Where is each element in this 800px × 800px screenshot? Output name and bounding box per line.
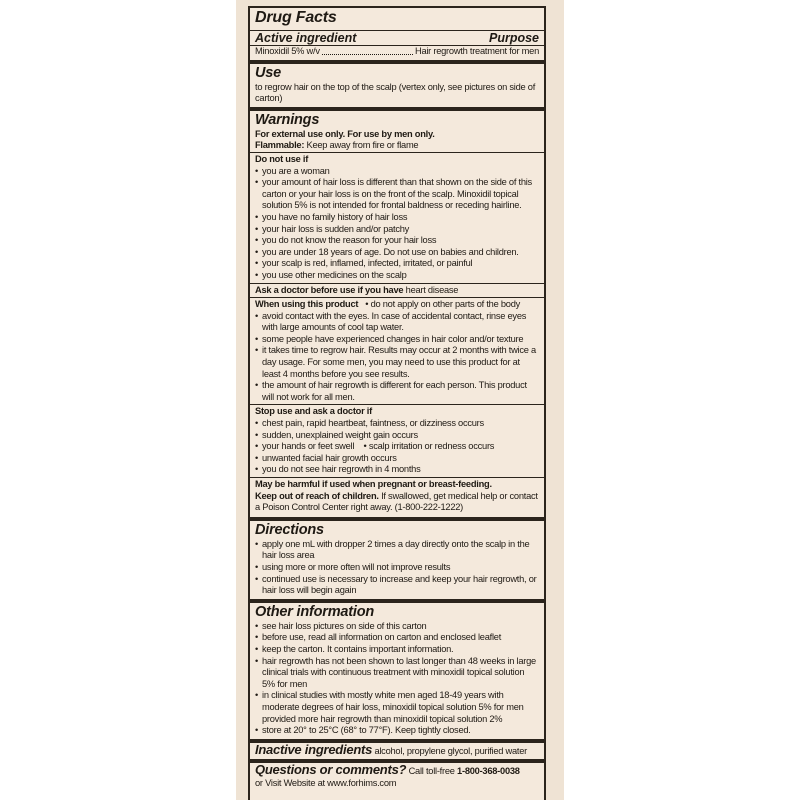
list-item: • your amount of hair loss is different than that shown on the side of this carton or your hair loss is on the front of the scalp. Minoxidil topical solution 5% is not intended for frontal baldness or receding hairline.	[255, 177, 539, 212]
list-item: • you use other medicines on the scalp	[255, 270, 539, 282]
list-item: • before use, read all information on carton and enclosed leaflet	[255, 632, 539, 644]
active-ingredient-row	[255, 46, 539, 58]
list-item: • your scalp is red, inflamed, infected, irritated, or painful	[255, 258, 539, 270]
do-not-use-heading: Do not use if	[255, 153, 309, 164]
stop-use-block	[250, 404, 544, 477]
list-item: • avoid contact with the eyes. In case of accidental contact, rinse eyes with large amounts of cool tap water.	[255, 311, 539, 334]
list-item: • you are under 18 years of age. Do not use on babies and children.	[255, 247, 539, 259]
list-item: • some people have experienced changes in hair color and/or texture	[255, 334, 539, 346]
list-item: • you do not see hair regrowth in 4 months	[255, 464, 539, 476]
active-ingredient-header	[250, 31, 544, 46]
use-heading: Use	[255, 64, 281, 81]
ask-doctor-label: Ask a doctor before use if you have	[255, 284, 404, 295]
children-label: Keep out of reach of children.	[255, 490, 379, 501]
warnings-section	[250, 111, 544, 521]
questions-heading: Questions or comments?	[255, 762, 407, 778]
flammable-warning	[255, 140, 539, 152]
page-title: Drug Facts	[255, 9, 337, 26]
ask-doctor-block	[250, 283, 544, 298]
list-item: • apply one mL with dropper 2 times a day directly onto the scalp in the hair loss area	[255, 539, 539, 562]
when-using-label: When using this product	[255, 299, 359, 310]
questions-section	[250, 763, 544, 791]
ingredient-name: Minoxidil 5% w/v	[255, 46, 320, 56]
external-use-warning: For external use only. For use by men only.	[255, 128, 435, 139]
list-item: • it takes time to regrow hair. Results may occur at 2 months with twice a day usage. For some men, you may need to use this product for at least 4 months before you see results.	[255, 345, 539, 380]
drug-facts-box	[248, 6, 546, 800]
use-section	[250, 64, 544, 111]
active-ingredient-section	[250, 31, 544, 64]
warnings-heading: Warnings	[255, 111, 320, 128]
list-item: • see hair loss pictures on side of this carton	[255, 621, 539, 633]
list-item: • your hair loss is sudden and/or patchy	[255, 224, 539, 236]
list-item: • in clinical studies with mostly white men aged 18-49 years with moderate degrees of hair loss, minoxidil topical solution 5% for men provided more hair regrowth than minoxidil topical solution 2%	[255, 690, 539, 725]
list-item: • your hands or feet swell • scalp irritation or redness occurs	[255, 441, 539, 453]
list-item: • you are a woman	[255, 166, 539, 178]
website-line: or Visit Website at www.forhims.com	[255, 777, 397, 788]
ask-doctor-text: heart disease	[405, 284, 459, 295]
pregnancy-warning: May be harmful if used when pregnant or breast-feeding.	[255, 479, 492, 489]
use-text: to regrow hair on the top of the scalp (vertex only, see pictures on side of carton)	[255, 81, 536, 104]
list-item: • continued use is necessary to increase and keep your hair regrowth, or hair loss will begin again	[255, 574, 539, 597]
active-ingredient-heading: Active ingredient	[255, 31, 357, 45]
inactive-ingredients-heading: Inactive ingredients	[255, 741, 373, 757]
other-information-heading: Other information	[255, 603, 375, 620]
list-item: • you do not know the reason for your hair loss	[255, 235, 539, 247]
list-item: • sudden, unexplained weight gain occurs	[255, 430, 539, 442]
stop-use-heading: Stop use and ask a doctor if	[255, 406, 372, 417]
inactive-ingredients-line	[255, 741, 539, 758]
directions-heading: Directions	[255, 521, 324, 538]
stop-use-pair-left: your hands or feet swell	[262, 441, 355, 452]
list-item: • keep the carton. It contains important information.	[255, 644, 539, 656]
inactive-ingredients-section	[250, 743, 544, 764]
do-not-use-block	[250, 152, 544, 283]
leader-dots	[322, 46, 413, 55]
list-item: • hair regrowth has not been shown to last longer than 48 weeks in large clinical trials with continuous treatment with minoxidil topical solution 5% for men	[255, 656, 539, 691]
ask-doctor-line	[255, 285, 539, 297]
phone-number: 1-800-368-0038	[457, 766, 520, 777]
when-using-line: When using this product • do not apply on other parts of the body	[255, 299, 521, 310]
list-item: • store at 20° to 25°C (68° to 77°F). Keep tightly closed.	[255, 725, 539, 737]
questions-call: Call toll-free	[408, 766, 455, 777]
directions-section	[250, 521, 544, 603]
title-section	[250, 8, 544, 31]
do-not-use-list	[255, 166, 539, 282]
pregnancy-block	[250, 477, 544, 515]
list-item: • you have no family history of hair loss	[255, 212, 539, 224]
purpose-heading: Purpose	[488, 31, 539, 45]
questions-line	[255, 764, 539, 778]
children-text: If swallowed, get medical help or contact a Poison Control Center right away. (1-800-222-1222)	[255, 490, 538, 513]
list-item: • unwanted facial hair growth occurs	[255, 453, 539, 465]
list-item: • the amount of hair regrowth is different for each person. This product will not work for all men.	[255, 380, 539, 403]
when-using-first: do not apply on other parts of the body	[370, 299, 521, 310]
children-warning	[255, 491, 539, 514]
ingredient-purpose: Hair regrowth treatment for men	[414, 46, 539, 56]
flammable-label: Flammable:	[255, 140, 305, 151]
flammable-text: Keep away from fire or flame	[306, 140, 419, 151]
other-information-section	[250, 603, 544, 743]
inactive-ingredients-text: alcohol, propylene glycol, purified water	[374, 745, 527, 756]
when-using-block	[250, 297, 544, 404]
stop-use-pair-right: scalp irritation or redness occurs	[368, 441, 495, 452]
list-item: • using more or more often will not improve results	[255, 562, 539, 574]
list-item: • chest pain, rapid heartbeat, faintness, or dizziness occurs	[255, 418, 539, 430]
